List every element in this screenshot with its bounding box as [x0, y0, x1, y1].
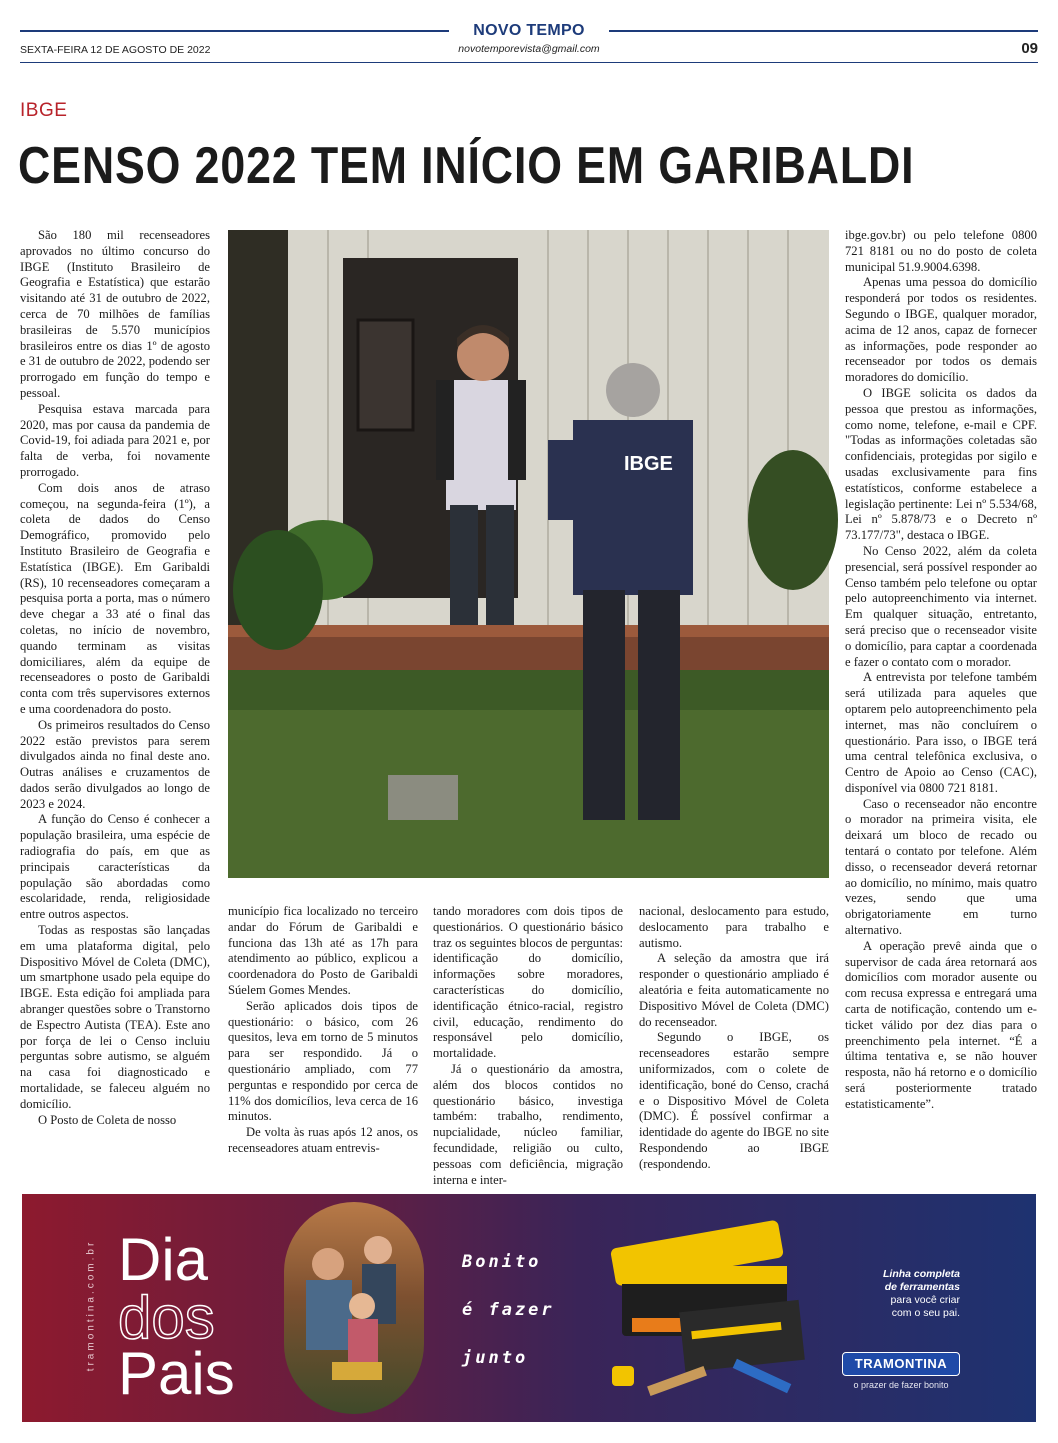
ad-slogan-2: é fazer — [462, 1300, 555, 1320]
article-paragraph: Segundo o IBGE, os recenseadores estarão sempre uniformizados, com o colete de identificação, boné do Censo, crachá e o Dispositivo Móvel de Coleta (DMC). É possível confirmar a identidade do agente do IBGE no site Respondendo ao IBGE (respondendo. — [639, 1030, 829, 1171]
ad-family-photo — [284, 1202, 424, 1414]
newspaper-name: NOVO TEMPO — [473, 22, 585, 39]
article-column-2 — [228, 904, 418, 1174]
page-number: 09 — [1021, 40, 1038, 57]
article-paragraph: nacional, deslocamento para estudo, deslocamento para trabalho e autismo. — [639, 904, 829, 950]
article-paragraph: Já o questionário da amostra, além dos blocos contidos no questionário básico, investiga também: trabalho, rendimento, nupcialidade, núcleo familiar, fecundidade, religião ou culto, pessoas com deficiência, migração interna e inter- — [433, 1061, 623, 1187]
article-paragraph: A seleção da amostra que irá responder o questionário ampliado é aleatória e feita automaticamente no Dispositivo Móvel de Coleta (DMC) do recenseador. — [639, 951, 829, 1029]
toolbox-icon — [592, 1206, 832, 1416]
brand-slogan: o prazer de fazer bonito — [853, 1380, 949, 1390]
contact-email[interactable]: novotemporevista@gmail.com — [458, 43, 600, 55]
article-paragraph: A função do Censo é conhecer a população brasileira, uma espécie de radiografia do país, em que as principais características da população são abordadas como escolaridade, renda, religiosidade entre outros aspectos. — [20, 812, 210, 922]
article-paragraph: Apenas uma pessoa do domicílio responderá por todos os residentes. Segundo o IBGE, qualquer morador, acima de 12 anos, capaz de fornecer as informações, pode responder ao recenseador por todos os demais moradores do domicílio. — [845, 275, 1037, 385]
article-paragraph: Os primeiros resultados do Censo 2022 estão previstos para serem divulgados ainda no final deste ano. Outras análises e cruzamentos de dados serão divulgados ao longo de 2023 e 2024. — [20, 717, 210, 811]
article-paragraph: De volta às ruas após 12 anos, os recenseadores atuam entrevis- — [228, 1125, 418, 1155]
article-paragraph: Todas as respostas são lançadas em uma plataforma digital, pelo Dispositivo Móvel de Coleta (DMC), um smartphone usado pela equipe do IBGE. Esta edição foi ampliada para abranger questões sobre o Transtorno de Espectro Autista (TEA). Este ano por força de lei o Censo incluiu perguntas sobre autismo, se alguém na casa foi diagnosticado e mortalidade, se faleceu alguém no domicílio. — [20, 923, 210, 1111]
article-paragraph: município fica localizado no terceiro andar do Fórum de Garibaldi e funciona das 13h até as 17h para atendimento ao público, explicou a coordenadora do Posto de Garibaldi Súelem Gomes Mendes. — [228, 904, 418, 997]
article-paragraph: São 180 mil recenseadores aprovados no último concurso do IBGE (Instituto Brasileiro de Geografia e Estatística) que estarão visitando até 31 de outubro de 2022, cerca de 70 milhões de famílias brasileiras de 5.570 municípios brasileiros entre os dias 1º de agosto e 31 de outubro de 2022, podendo ser prorrogado em função do tempo e pessoal. — [20, 228, 210, 400]
ad-tagline: Linha completa de ferramentas para você criar com o seu pai. — [882, 1268, 960, 1319]
header-rule-bottom — [20, 62, 1038, 63]
article-photo — [228, 230, 829, 878]
issue-date: SEXTA-FEIRA 12 DE AGOSTO DE 2022 — [20, 44, 211, 56]
advertisement-banner[interactable] — [22, 1194, 1036, 1422]
headline: CENSO 2022 TEM INÍCIO EM GARIBALDI — [18, 137, 915, 195]
section-label: IBGE — [20, 100, 68, 121]
ad-title-dia: Dia — [118, 1226, 209, 1293]
article-paragraph: Com dois anos de atraso começou, na segunda-feira (1º), a coleta de dados do Censo Demográfico, promovido pelo Instituto Brasileiro de Geografia e Estatística (IBGE). Em Garibaldi (RS), 10 recenseadores começaram a pesquisa porta a porta, mas o número deve chegar a 33 até o final das coletas, no início de novembro, quando terminam as visitas domiciliares, além da equipe de recenseadores o posto de Garibaldi conta com três supervisores externos e uma coordenadora do posto. — [20, 480, 210, 716]
vest-logo-text: IBGE — [624, 453, 673, 475]
article-paragraph: ibge.gov.br) ou pelo telefone 0800 721 8181 ou no do posto de coleta municipal 51.9.9004.6398. — [845, 228, 1037, 274]
ad-title-pais: Pais — [118, 1340, 235, 1407]
ad-slogan-3: junto — [462, 1348, 529, 1368]
masthead — [0, 0, 1058, 70]
article-paragraph: A entrevista por telefone também será utilizada para aqueles que optarem pelo autopreenchimento pela internet, mas não concluírem o questionário. Para isso, o IBGE terá uma central telefônica exclusiva, o Centro de Apoio ao Censo (CAC), disponível via 0800 721 8181. — [845, 670, 1037, 795]
ad-slogan-1: Bonito — [462, 1252, 542, 1272]
article-column-1 — [20, 228, 210, 1168]
article-paragraph: No Censo 2022, além da coleta presencial, será possível responder ao Censo também pelo telefone ou optar pelo autopreenchimento via internet. Em qualquer situação, entretanto, será preciso que o recenseador visite o domicílio, para captar a coordenada e fazer o contato com o morador. — [845, 543, 1037, 669]
article-paragraph: A operação prevê ainda que o supervisor de cada área retornará aos domicílios com morador ausente ou com recusa expressa e entregará uma carta de notificação, contendo um e-ticket válido por dez dias para o preenchimento pela internet. “É a última tentativa e, se não houver resposta, não há retorno e o domicílio será posteriormente tratado estatisticamente”. — [845, 938, 1037, 1111]
article-paragraph: O Posto de Coleta de nosso — [38, 1112, 177, 1127]
ad-url: tramontina.com.br — [85, 1239, 97, 1372]
article-paragraph: Pesquisa estava marcada para 2020, mas por causa da pandemia de Covid-19, foi adiada para 2021 e, por falta de verba, foi novamente prorrogado. — [20, 401, 210, 479]
ad-title-dos: dos — [118, 1284, 215, 1351]
article-paragraph: Caso o recenseador não encontre o morador na primeira visita, ele deixará um bloco de recado ou tentará o contato por telefone. Além disso, o recenseador deverá retornar ao domicílio, no mínimo, mais quatro vezes, sendo que uma obrigatoriamente em turno alternativo. — [845, 796, 1037, 938]
tramontina-logo[interactable]: TRAMONTINA — [842, 1352, 960, 1376]
article-paragraph: Serão aplicados dois tipos de questionário: o básico, com 26 quesitos, leva em torno de 5 minutos para ser respondido. Já o questionário ampliado, com 77 perguntas e respondido por cerca de 11% dos domicílios, leva cerca de 16 minutos. — [228, 998, 418, 1124]
article-column-4 — [639, 904, 829, 1174]
article-column-5 — [845, 228, 1037, 1174]
article-paragraph: tando moradores com dois tipos de questionários. O questionário básico traz os seguintes blocos de perguntas: identificação do domicílio, informações sobre moradores, características do domicílio, identificação étnico-racial, registro civil, educação, rendimento do responsável pelo domicílio, mortalidade. — [433, 904, 623, 1061]
article-column-3 — [433, 904, 623, 1187]
article-paragraph: O IBGE solicita os dados da pessoa que prestou as informações, como nome, telefone, e-mail e CPF. "Todas as informações coletadas são confidenciais, protegidas por sigilo e usadas exclusivamente para fins estatísticos, conforme estabelece a legislação pertinente: Lei nº 5.534/68, Lei nº 5.878/73 e o Decreto nº 73.177/73", destaca o IBGE. — [845, 385, 1037, 543]
brand-box — [449, 20, 609, 42]
photo-illustration — [228, 230, 829, 878]
